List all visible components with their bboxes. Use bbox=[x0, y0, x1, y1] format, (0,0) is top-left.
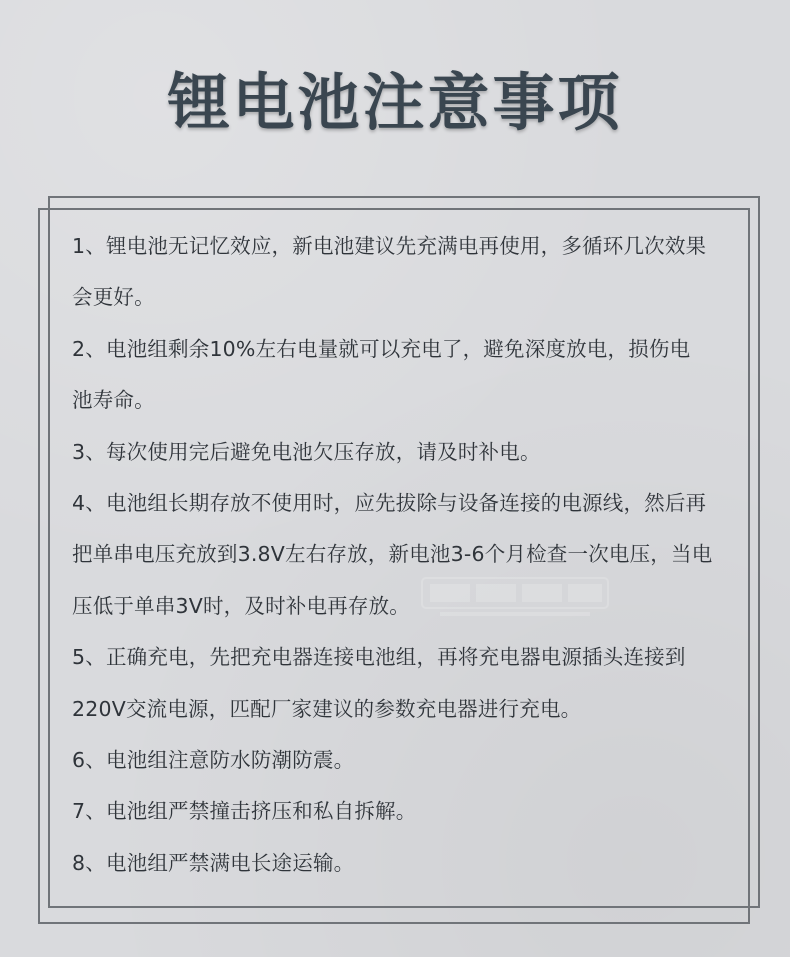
notice-line: 2、电池组剩余10%左右电量就可以充电了，避免深度放电，损伤电 bbox=[72, 336, 691, 361]
notice-line: 1、锂电池无记忆效应，新电池建议先充满电再使用，多循环几次效果 bbox=[72, 234, 707, 258]
notice-line: 3、每次使用完后避免电池欠压存放，请及时补电。 bbox=[72, 439, 541, 464]
notice-line: 池寿命。 bbox=[72, 388, 155, 413]
notice-line: 把单串电压充放到3.8V左右存放，新电池3-6个月检查一次电压，当电 bbox=[72, 542, 713, 567]
notice-list bbox=[72, 221, 732, 889]
notice-line: 220V交流电源，匹配厂家建议的参数充电器进行充电。 bbox=[72, 696, 582, 721]
notice-line: 5、正确充电，先把充电器连接电池组，再将充电器电源插头连接到 bbox=[72, 645, 686, 670]
notice-item bbox=[72, 478, 732, 632]
notice-item bbox=[72, 324, 732, 427]
notice-line: 6、电池组注意防水防潮防震。 bbox=[72, 748, 355, 773]
notice-item bbox=[72, 632, 732, 735]
notice-item bbox=[72, 221, 732, 324]
notice-item bbox=[72, 838, 732, 889]
notice-item bbox=[72, 786, 732, 837]
notice-item bbox=[72, 427, 732, 478]
notice-line: 会更好。 bbox=[72, 285, 155, 310]
notice-line: 8、电池组严禁满电长途运输。 bbox=[72, 850, 355, 875]
notice-line: 4、电池组长期存放不使用时，应先拔除与设备连接的电源线，然后再 bbox=[72, 491, 707, 516]
page-title: 锂电池注意事项 bbox=[167, 66, 623, 139]
notice-item bbox=[72, 735, 732, 786]
notice-line: 7、电池组严禁撞击挤压和私自拆解。 bbox=[72, 799, 417, 824]
notice-line: 压低于单串3V时，及时补电再存放。 bbox=[72, 593, 410, 618]
